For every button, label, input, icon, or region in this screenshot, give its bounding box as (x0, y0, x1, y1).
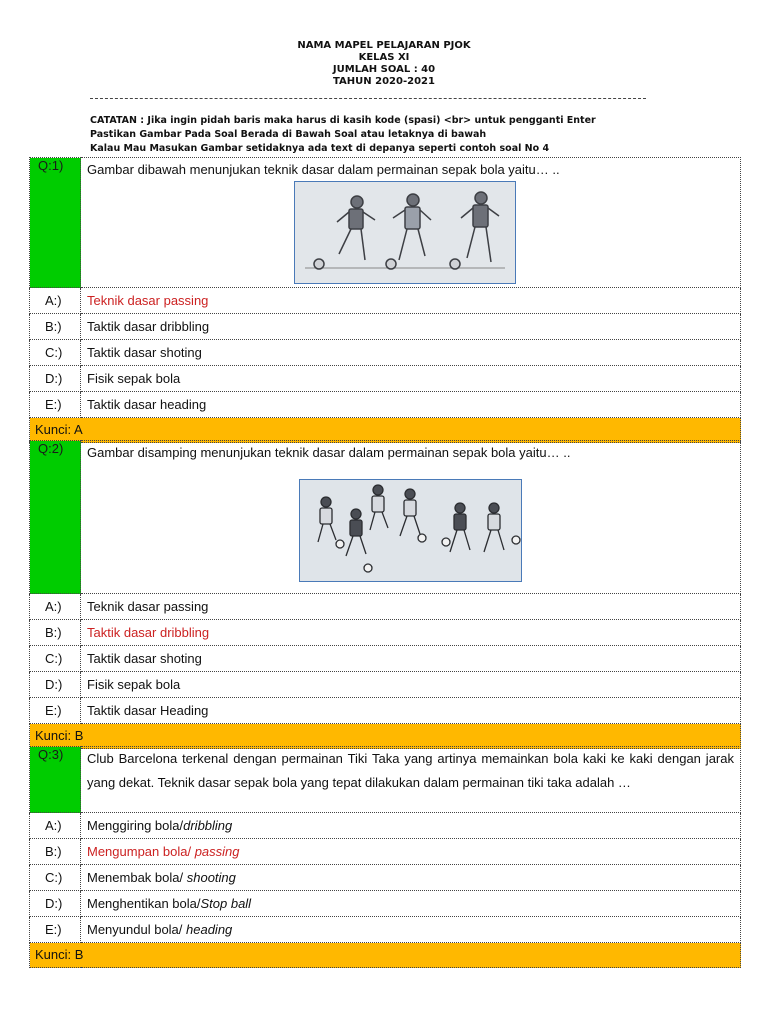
option-label: A:) (30, 813, 81, 839)
option-label: B:) (30, 839, 81, 865)
question-label: Q:3) (30, 747, 81, 813)
school-year: TAHUN 2020-2021 (333, 76, 435, 87)
option-text-italic: heading (186, 922, 233, 937)
note-line: Kalau Mau Masukan Gambar setidaknya ada text di depanya seperti contoh soal No 4 (90, 143, 550, 154)
class-label: KELAS XI (358, 52, 410, 63)
football-dribbling-illustration (299, 479, 522, 582)
option-row[interactable] (30, 813, 741, 839)
question-text: Gambar disamping menunjukan teknik dasar dalam permainan sepak bola yaitu… .. (87, 445, 571, 460)
answer-key-row (30, 724, 741, 749)
option-label: C:) (30, 340, 81, 366)
option-row[interactable] (30, 646, 741, 672)
option-text[interactable]: Teknik dasar passing (81, 594, 741, 620)
option-text: Menembak bola/ (87, 870, 187, 885)
option-text: Menyundul bola/ (87, 922, 187, 937)
option-text[interactable]: Fisik sepak bola (81, 366, 741, 392)
question-text: Club Barcelona terkenal dengan permainan Tiki Taka yang artinya memainkan bola kaki ke kaki dengan jarak yang dekat. Teknik dasar sepak bola yang tepat dilakukan dalam permainan tiki taka adalah … (87, 751, 734, 790)
option-text[interactable]: Taktik dasar shoting (81, 340, 741, 366)
option-label: B:) (30, 314, 81, 340)
option-row[interactable] (30, 672, 741, 698)
note-line: CATATAN : Jika ingin pidah baris maka harus di kasih kode (spasi) <br> untuk pengganti Enter (90, 115, 596, 126)
option-row[interactable] (30, 288, 741, 314)
option-row[interactable] (30, 594, 741, 620)
option-row[interactable] (30, 340, 741, 366)
option-label: C:) (30, 646, 81, 672)
option-text: Menggiring bola/ (87, 818, 184, 833)
option-row[interactable] (30, 891, 741, 917)
question-row (30, 747, 741, 813)
option-label: E:) (30, 392, 81, 418)
option-text[interactable]: Fisik sepak bola (81, 672, 741, 698)
option-label: E:) (30, 917, 81, 943)
option-label: A:) (30, 594, 81, 620)
option-row[interactable] (30, 698, 741, 724)
option-label: D:) (30, 366, 81, 392)
option-text: Menghentikan bola/ (87, 896, 201, 911)
option-row[interactable] (30, 620, 741, 646)
option-text-italic: shooting (186, 870, 236, 885)
option-text-correct[interactable]: Taktik dasar dribbling (81, 620, 741, 646)
option-row[interactable] (30, 314, 741, 340)
option-text[interactable]: Taktik dasar heading (81, 392, 741, 418)
option-label: C:) (30, 865, 81, 891)
question-text: Gambar dibawah menunjukan teknik dasar dalam permainan sepak bola yaitu… .. (87, 162, 560, 177)
option-text-italic: passing (194, 844, 240, 859)
option-text-italic: Stop ball (200, 896, 252, 911)
option-label: A:) (30, 288, 81, 314)
answer-key: Kunci: B (30, 943, 741, 968)
answer-key-row (30, 418, 741, 443)
option-text-correct[interactable]: Teknik dasar passing (81, 288, 741, 314)
option-label: B:) (30, 620, 81, 646)
subject-title: NAMA MAPEL PELAJARAN PJOK (297, 40, 471, 51)
option-label: D:) (30, 891, 81, 917)
option-row[interactable] (30, 839, 741, 865)
option-row[interactable] (30, 917, 741, 943)
option-row[interactable] (30, 392, 741, 418)
option-label: E:) (30, 698, 81, 724)
option-row[interactable] (30, 865, 741, 891)
option-row[interactable] (30, 366, 741, 392)
option-text[interactable]: Taktik dasar dribbling (81, 314, 741, 340)
question-label: Q:1) (30, 158, 81, 288)
note-line: Pastikan Gambar Pada Soal Berada di Bawah Soal atau letaknya di bawah (90, 129, 487, 140)
answer-key: Kunci: A (30, 418, 741, 443)
football-passing-illustration (294, 181, 516, 284)
option-text-italic: dribbling (183, 818, 233, 833)
answer-key-row (30, 943, 741, 968)
question-table-3 (29, 746, 741, 968)
option-text[interactable]: Taktik dasar Heading (81, 698, 741, 724)
option-text-correct: Mengumpan bola/ (87, 844, 195, 859)
notes-block (90, 114, 690, 156)
question-label: Q:2) (30, 441, 81, 594)
option-label: D:) (30, 672, 81, 698)
answer-key: Kunci: B (30, 724, 741, 749)
question-count: JUMLAH SOAL : 40 (332, 64, 436, 75)
document-header (0, 40, 768, 88)
dashed-divider (90, 98, 646, 99)
option-text[interactable]: Taktik dasar shoting (81, 646, 741, 672)
